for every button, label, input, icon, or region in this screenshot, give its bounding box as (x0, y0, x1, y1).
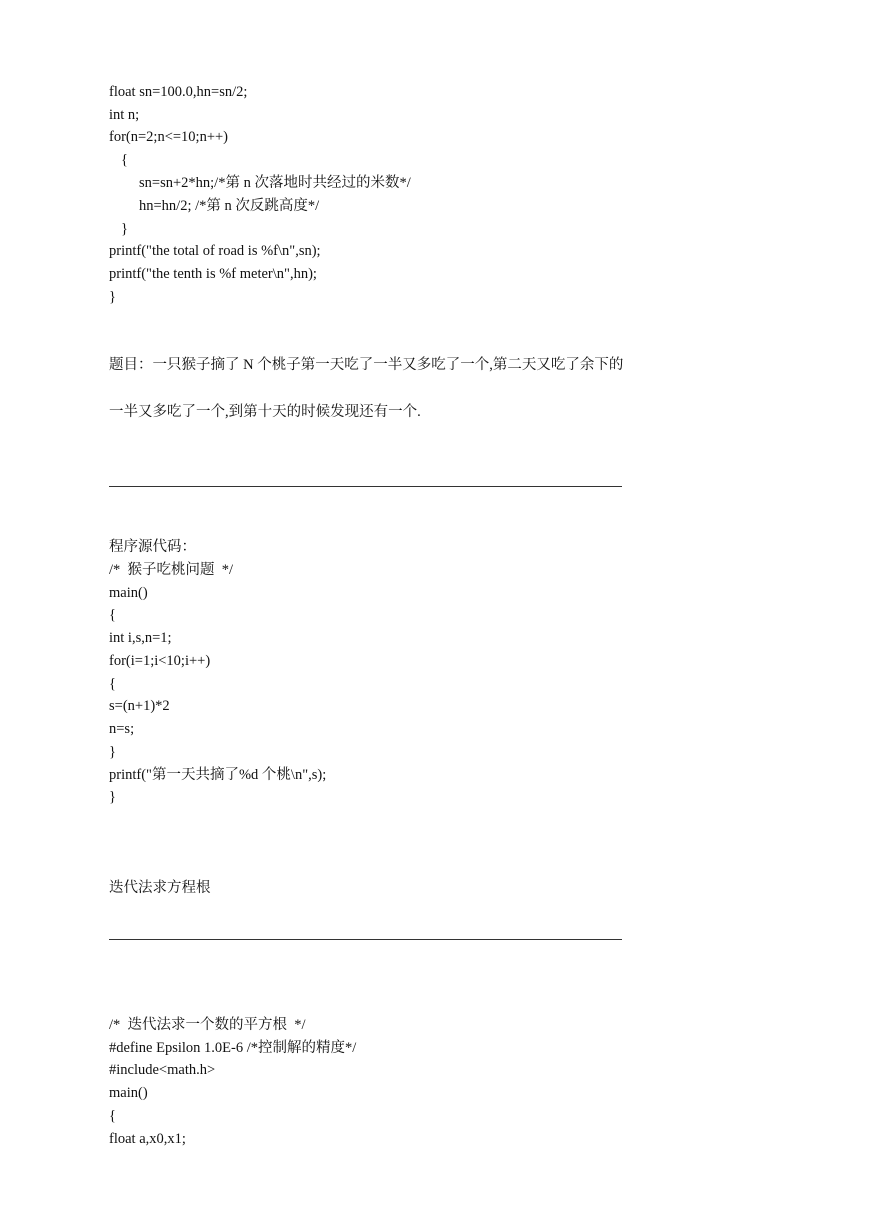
code-line: hn=hn/2; /*第 n 次反跳高度*/ (139, 198, 320, 214)
code-line: float a,x0,x1; (109, 1131, 186, 1147)
code-line: main() (109, 585, 148, 601)
code-line: printf("the tenth is %f meter\n",hn); (109, 266, 317, 282)
code-line: float sn=100.0,hn=sn/2; (109, 84, 248, 100)
divider-rule (109, 486, 622, 487)
code-line: #define Epsilon 1.0E-6 /*控制解的精度*/ (109, 1040, 357, 1056)
code-line: } (109, 289, 116, 305)
code-line: { (121, 152, 128, 168)
code-line: int n; (109, 107, 140, 123)
code-line: sn=sn+2*hn;/*第 n 次落地时共经过的米数*/ (139, 175, 411, 191)
code-line: { (109, 607, 116, 623)
code-line: for(i=1;i<10;i++) (109, 653, 211, 669)
code-line: /* 猴子吃桃问题 */ (109, 562, 234, 578)
code-line: main() (109, 1085, 148, 1101)
code-line: } (109, 789, 116, 805)
problem-text-line-2: 一半又多吃了一个,到第十天的时候发现还有一个. (109, 404, 421, 420)
code-line: printf("第一天共摘了%d 个桃\n",s); (109, 767, 327, 783)
code-line: #include<math.h> (109, 1062, 216, 1078)
code-line: } (109, 744, 116, 760)
code-line: for(n=2;n<=10;n++) (109, 129, 229, 145)
code-line: { (109, 1108, 116, 1124)
code-line: s=(n+1)*2 (109, 698, 170, 714)
problem-text-line-1: 题目：一只猴子摘了 N 个桃子第一天吃了一半又多吃了一个,第二天又吃了余下的 (109, 357, 624, 373)
code-line: } (121, 221, 128, 237)
divider-rule (109, 939, 622, 940)
code-line: printf("the total of road is %f\n",sn); (109, 243, 321, 259)
code-line: n=s; (109, 721, 135, 737)
source-code-heading: 程序源代码： (109, 539, 196, 555)
code-line: { (109, 676, 116, 692)
section-title: 迭代法求方程根 (109, 880, 211, 896)
code-line: /* 迭代法求一个数的平方根 */ (109, 1017, 306, 1033)
code-line: int i,s,n=1; (109, 630, 172, 646)
